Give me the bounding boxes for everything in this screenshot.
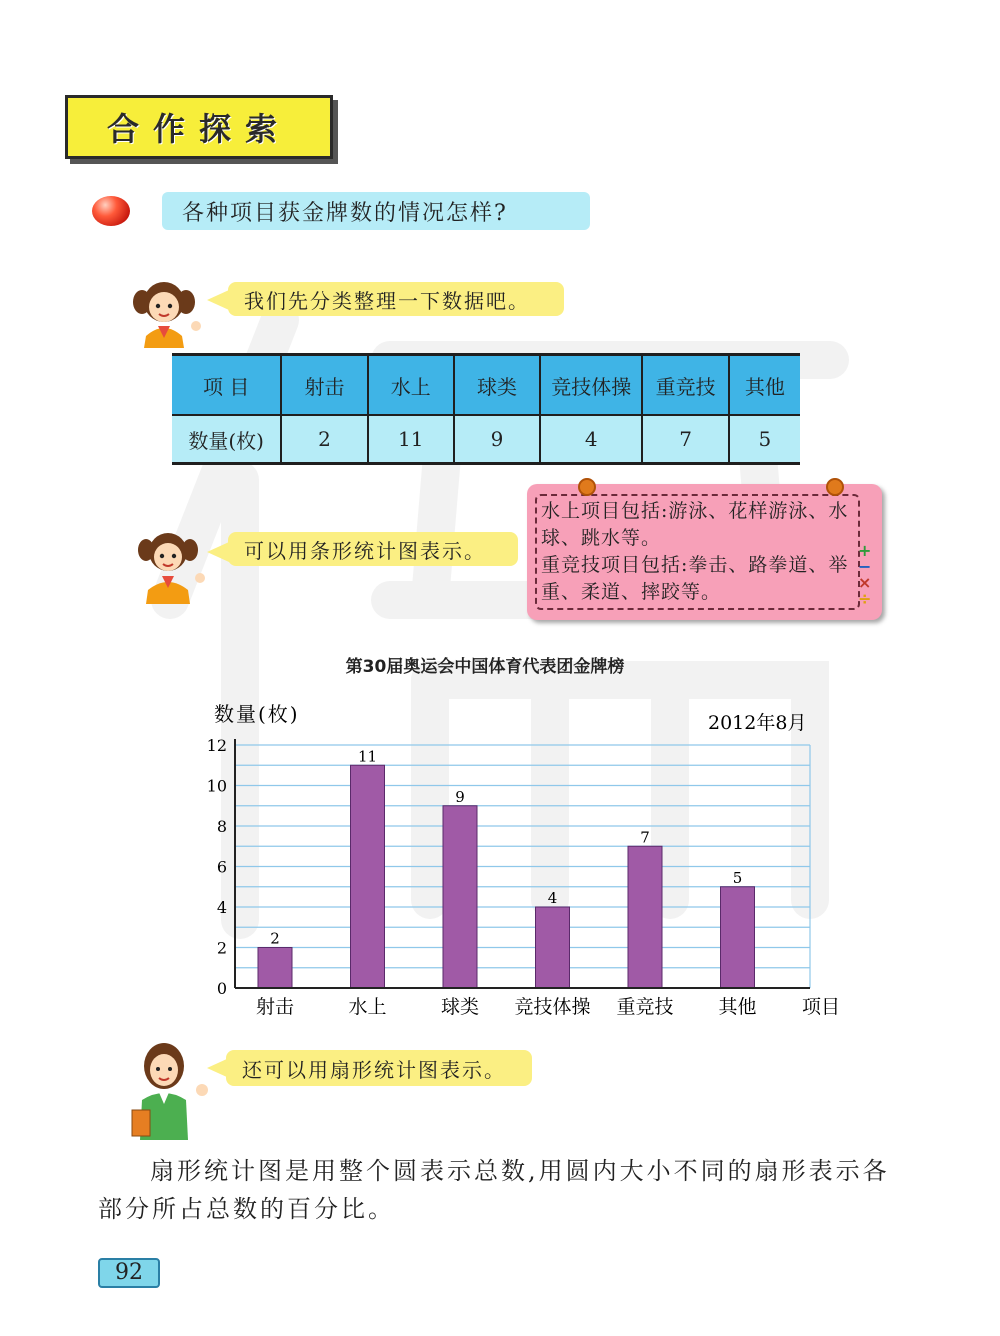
table-row-label: 数量(枚): [172, 415, 281, 464]
pushpin-icon: [578, 478, 596, 496]
bullet-icon: [92, 196, 130, 226]
table-header-cell: 竞技体操: [540, 355, 642, 416]
times-icon: ×: [858, 573, 872, 592]
bar-value-label: 7: [640, 828, 650, 847]
x-axis-label: 项目: [802, 996, 841, 1018]
x-tick-label: 重竞技: [616, 996, 674, 1018]
y-tick-label: 8: [216, 817, 227, 836]
speech-bubble-3: 还可以用扇形统计图表示。: [226, 1050, 532, 1086]
chart-bars: [258, 765, 755, 988]
bar: [628, 846, 662, 988]
table-cell: 11: [368, 415, 454, 464]
table-cell: 2: [281, 415, 367, 464]
question-box: 各种项目获金牌数的情况怎样?: [162, 192, 590, 230]
bar-value-label: 2: [270, 929, 280, 948]
table-header-cell: 球类: [454, 355, 540, 416]
table-cell: 4: [540, 415, 642, 464]
y-axis-label: 数量(枚): [214, 702, 300, 726]
data-table: [172, 353, 800, 465]
bubble-tail: [207, 290, 229, 310]
x-tick-label: 水上: [348, 996, 387, 1018]
teacher-avatar-icon: [128, 1040, 212, 1140]
y-tick-label: 4: [216, 898, 227, 917]
chart-date-label: 2012年8月: [708, 712, 807, 734]
y-tick-label: 0: [216, 979, 227, 998]
x-tick-label: 射击: [255, 996, 295, 1018]
pushpin-icon: [826, 478, 844, 496]
bar: [351, 765, 385, 988]
plus-icon: +: [858, 541, 872, 560]
y-tick-label: 2: [216, 938, 227, 958]
bar: [721, 887, 755, 988]
page-number: 92: [98, 1258, 160, 1288]
bar-value-label: 9: [455, 787, 465, 806]
x-tick-label: 其他: [718, 996, 757, 1018]
table-cell: 7: [642, 415, 728, 464]
section-heading: 合作探索: [65, 95, 333, 159]
note-line-aquatics: 水上项目包括:游泳、花样游泳、水球、跳水等。: [541, 500, 849, 549]
bar-value-label: 5: [732, 868, 743, 887]
table-header-cell: 水上: [368, 355, 454, 416]
bubble-tail: [207, 542, 229, 562]
y-tick-label: 6: [216, 857, 227, 877]
table-header-cell: 重竞技: [642, 355, 728, 416]
y-tick-label: 10: [206, 776, 227, 796]
table-cell: 5: [729, 415, 800, 464]
speech-bubble-2: 可以用条形统计图表示。: [228, 532, 518, 566]
note-card: [527, 484, 882, 620]
bar-chart: [190, 695, 870, 1025]
girl-avatar-icon: [128, 276, 208, 348]
table-header-cell: 射击: [281, 355, 367, 416]
minus-icon: −: [858, 557, 872, 576]
chart-title: 第30届奥运会中国体育代表团金牌榜: [345, 657, 625, 677]
divide-icon: ÷: [858, 589, 872, 608]
table-cell: 9: [454, 415, 540, 464]
body-text: 扇形统计图是用整个圆表示总数,用圆内大小不同的扇形表示各部分所占总数的百分比。: [98, 1157, 890, 1223]
x-tick-label: 球类: [440, 996, 480, 1018]
table-row: [172, 415, 800, 464]
note-content: [535, 494, 860, 610]
body-paragraph: [98, 1152, 898, 1228]
table-header-row: [172, 355, 800, 416]
bar: [443, 806, 477, 988]
y-tick-label: 12: [206, 736, 227, 755]
bar-value-label: 4: [547, 889, 558, 907]
bar: [258, 948, 292, 989]
girl-avatar-icon: [134, 528, 210, 604]
note-line-heavy: 重竞技项目包括:拳击、路拳道、举重、柔道、摔跤等。: [541, 554, 849, 603]
bar: [536, 907, 570, 988]
table-header-cell: 其他: [729, 355, 800, 416]
speech-bubble-1: 我们先分类整理一下数据吧。: [228, 282, 564, 316]
x-tick-label: 竞技体操: [514, 996, 591, 1018]
table-header-label: 项 目: [172, 355, 281, 416]
bar-value-label: 11: [357, 747, 378, 766]
